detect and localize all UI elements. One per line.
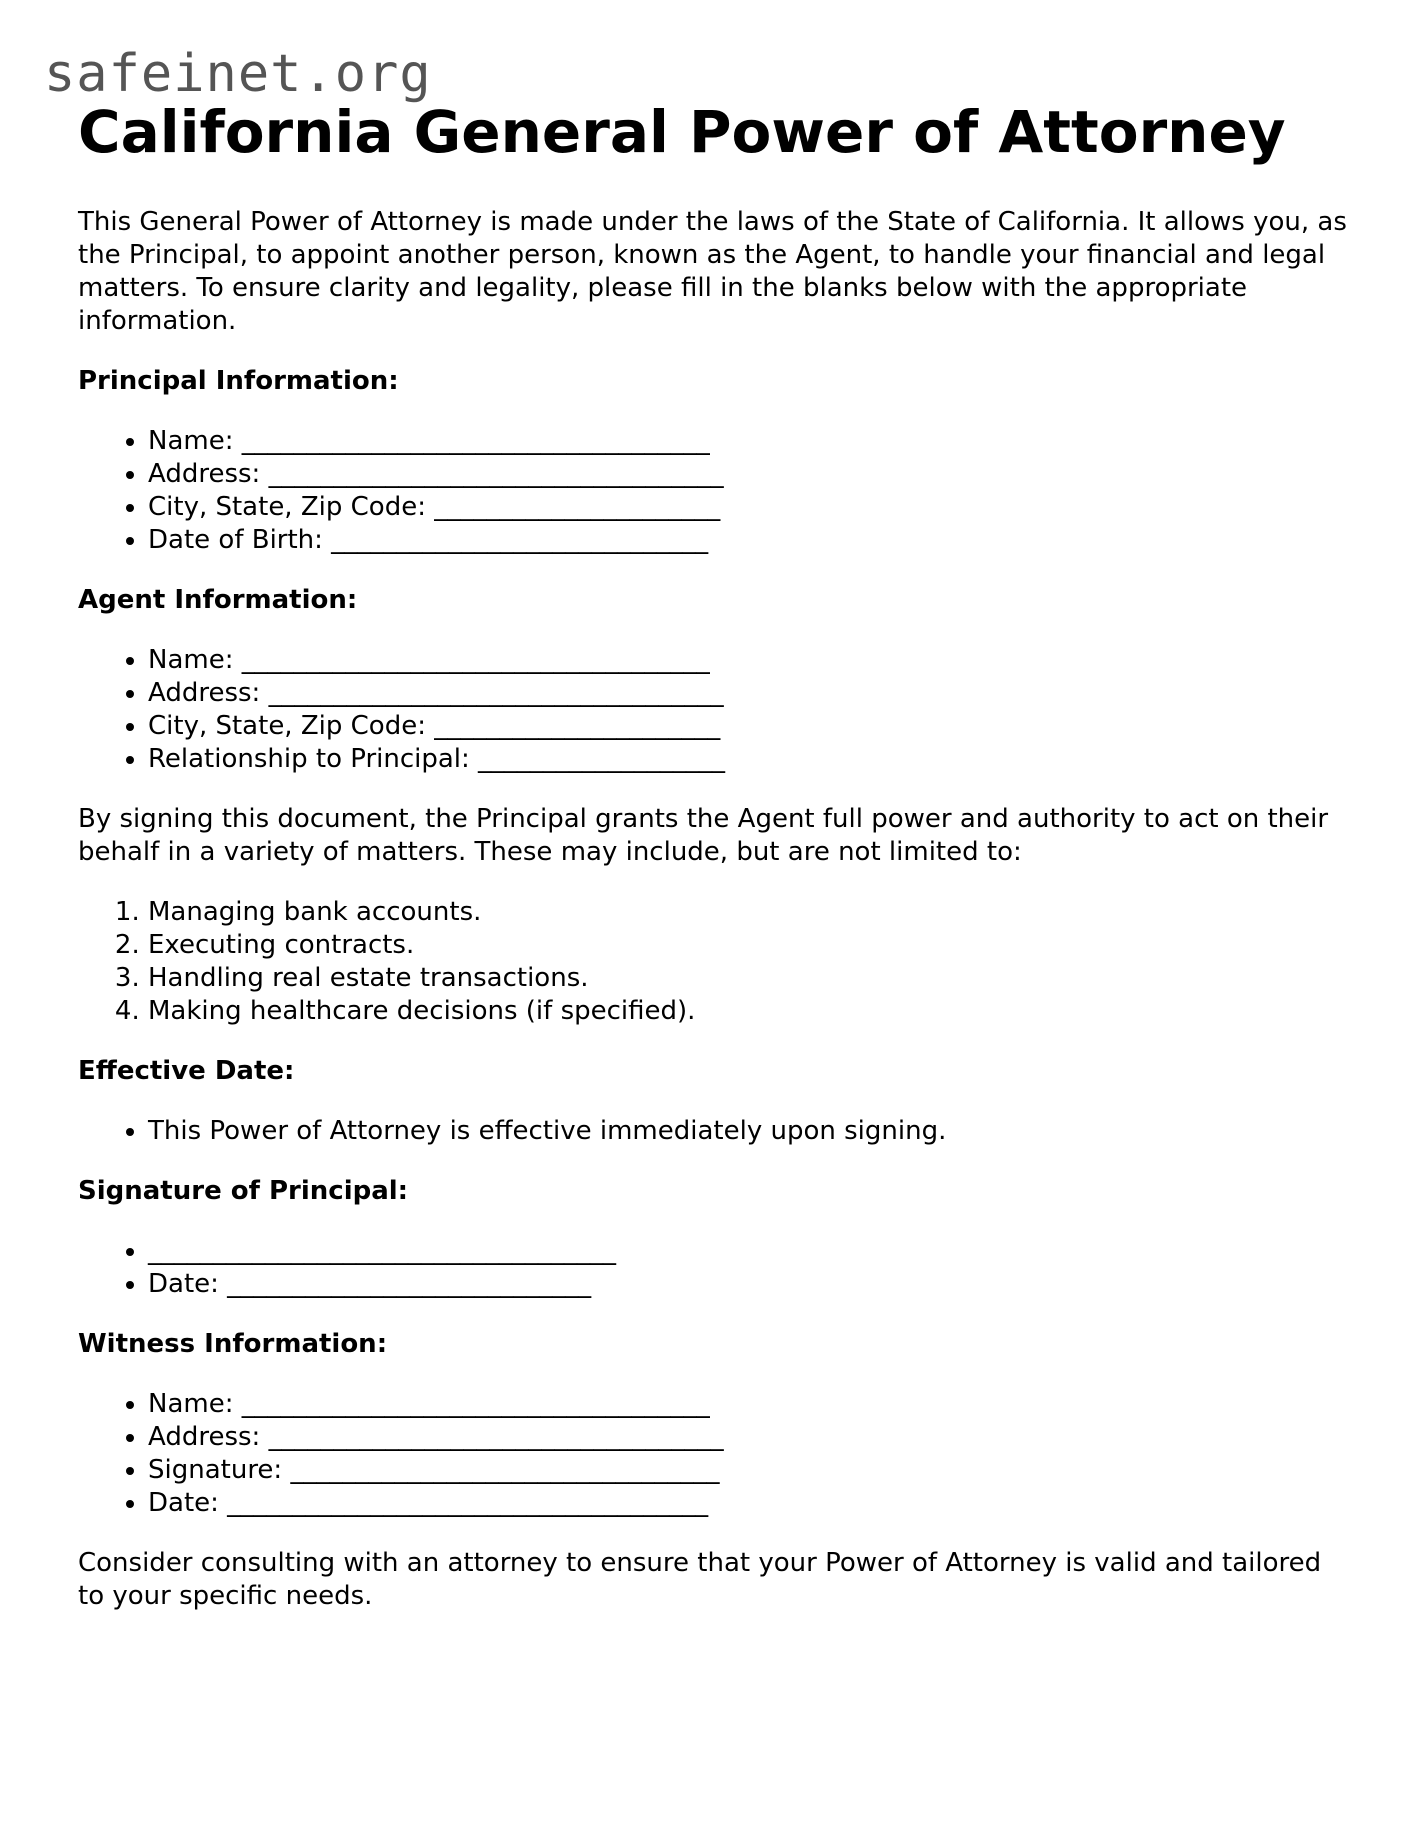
agent-address-field[interactable]: • Address: ___________________________________ bbox=[148, 677, 1348, 710]
witness-name-field[interactable]: • Name: ____________________________________ bbox=[148, 1388, 1348, 1421]
principal-list bbox=[78, 425, 1348, 557]
agent-relationship-field[interactable]: • Relationship to Principal: ___________________ bbox=[148, 743, 1348, 776]
witness-heading: Witness Information: bbox=[78, 1329, 388, 1359]
grant-paragraph: By signing this document, the Principal grants the Agent full power and authority to act on their behalf in a variety of matters. These may include, but are not limited to: bbox=[78, 804, 1329, 867]
witness-list bbox=[78, 1388, 1348, 1520]
closing-paragraph: Consider consulting with an attorney to ensure that your Power of Attorney is valid and tailored to your specific needs. bbox=[78, 1548, 1322, 1611]
power-item: 2. Executing contracts. bbox=[148, 929, 1348, 962]
power-item: 4. Making healthcare decisions (if specified). bbox=[148, 995, 1348, 1028]
agent-name-field[interactable]: • Name: ____________________________________ bbox=[148, 644, 1348, 677]
principal-name-field[interactable]: • Name: ____________________________________ bbox=[148, 425, 1348, 458]
witness-signature-field[interactable]: • Signature: _________________________________ bbox=[148, 1454, 1348, 1487]
page-title: California General Power of Attorney bbox=[78, 98, 1286, 166]
signature-heading: Signature of Principal: bbox=[78, 1176, 409, 1206]
effective-statement: • This Power of Attorney is effective immediately upon signing. bbox=[148, 1115, 1348, 1148]
principal-signature-date-field[interactable]: • Date: ____________________________ bbox=[148, 1268, 1348, 1301]
power-item: 3. Handling real estate transactions. bbox=[148, 962, 1348, 995]
principal-heading: Principal Information: bbox=[78, 366, 399, 396]
principal-city-state-zip-field[interactable]: • City, State, Zip Code: ______________________ bbox=[148, 491, 1348, 524]
document-body bbox=[78, 96, 1348, 1613]
effective-list bbox=[78, 1115, 1348, 1148]
principal-signature-field[interactable]: • ____________________________________ bbox=[148, 1235, 1348, 1268]
agent-list bbox=[78, 644, 1348, 776]
principal-address-field[interactable]: • Address: ___________________________________ bbox=[148, 458, 1348, 491]
witness-address-field[interactable]: • Address: ___________________________________ bbox=[148, 1421, 1348, 1454]
effective-date-heading: Effective Date: bbox=[78, 1056, 295, 1086]
power-item: 1. Managing bank accounts. bbox=[148, 896, 1348, 929]
powers-list bbox=[78, 896, 1348, 1028]
watermark: safeinet.org bbox=[44, 44, 432, 104]
intro-paragraph: This General Power of Attorney is made under the laws of the State of California. It allows you, as the Principal, to appoint another person, known as the Agent, to handle your financial and legal matters. To ensure clarity and legality, please fill in the blanks below with the appropriate information. bbox=[78, 207, 1347, 336]
principal-dob-field[interactable]: • Date of Birth: _____________________________ bbox=[148, 524, 1348, 557]
signature-list bbox=[78, 1235, 1348, 1301]
agent-city-state-zip-field[interactable]: • City, State, Zip Code: ______________________ bbox=[148, 710, 1348, 743]
agent-heading: Agent Information: bbox=[78, 585, 358, 615]
witness-date-field[interactable]: • Date: _____________________________________ bbox=[148, 1487, 1348, 1520]
